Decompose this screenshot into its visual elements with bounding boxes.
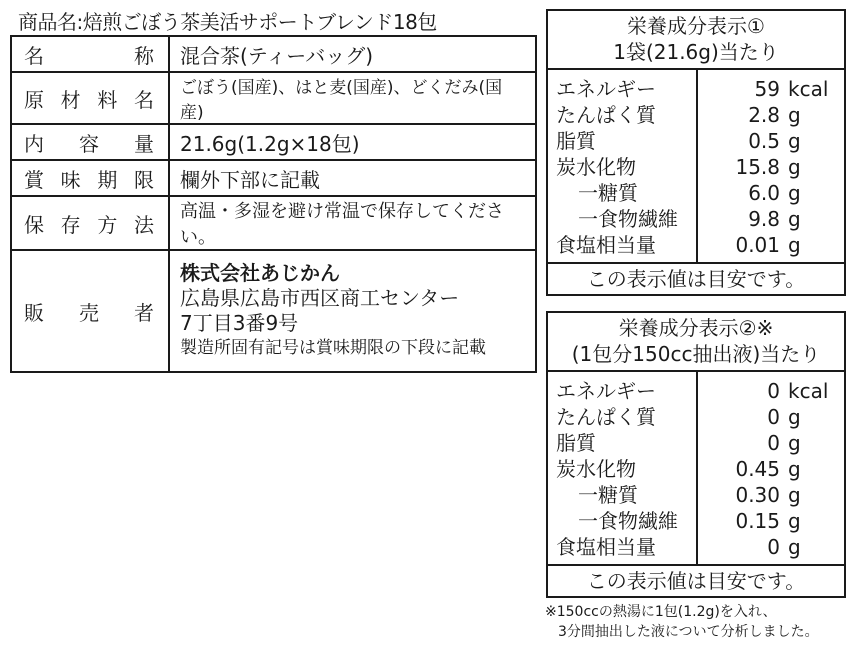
spec-row-contents [11,124,536,160]
nutrient-amount: 2.8 [748,103,780,127]
nutrient-value-row [698,154,834,180]
nutrient-value-row [698,534,834,560]
nutrition-2-values [698,372,844,564]
nutrient-amount: 59 [754,77,780,101]
nutrition-1-footer: この表示値は目安です。 [586,267,806,291]
nutrient-label: エネルギー [556,379,656,403]
nutrient-label: 一糖質 [578,181,638,205]
nutrient-amount: 0 [767,431,780,455]
nutrient-label: 一糖質 [578,483,638,507]
nutrient-value-row [698,378,834,404]
spec-key-name: 名称 [11,36,169,72]
footnote-line-2: 3分間抽出した液について分析しました。 [558,624,819,640]
nutrient-value-row [698,456,834,482]
spec-row-best-before [11,160,536,196]
nutrient-amount: 0.15 [735,509,780,533]
nutrient-value-row [698,102,834,128]
nutrient-label: エネルギー [556,77,656,101]
nutrition-table-2 [546,311,846,598]
nutrient-unit: g [788,181,801,205]
spec-key-best-before: 賞味期限 [11,160,169,196]
nutrient-unit: g [788,509,801,533]
nutrient-unit: g [788,155,801,179]
nutrient-label: 食塩相当量 [556,535,656,559]
spec-value-name: 混合茶(ティーバッグ) [169,36,536,72]
spec-row-ingredients [11,72,536,124]
footnote-line-1: ※150ccの熱湯に1包(1.2g)を入れ、 [545,604,777,620]
nutrition-1-body [548,70,844,264]
nutrition-2-subtitle: (1包分150cc抽出液)当たり [571,342,821,366]
nutrition-1-labels [548,70,698,262]
nutrient-amount: 0.45 [735,457,780,481]
nutrient-label: 炭水化物 [556,457,636,481]
nutrition-1-subtitle: 1袋(21.6g)当たり [613,40,779,64]
nutrition-2-body [548,372,844,566]
nutrition-1-title: 栄養成分表示① [627,14,765,38]
spec-value-ingredients: ごぼう(国産)、はと麦(国産)、どくだみ(国産) [169,72,536,124]
nutrition-1-header [548,11,844,70]
spec-key-storage: 保存方法 [11,196,169,250]
nutrient-label: 脂質 [556,431,596,455]
nutrient-label: たんぱく質 [556,103,656,127]
spec-value-contents: 21.6g(1.2g×18包) [169,124,536,160]
nutrient-unit: g [788,457,801,481]
spec-row-seller [11,250,536,372]
nutrient-amount: 0.30 [735,483,780,507]
footnote [545,602,819,642]
spec-value-seller [169,250,536,372]
nutrient-unit: g [788,431,801,455]
nutrition-2-title: 栄養成分表示②※ [618,316,774,340]
spec-key-contents: 内容量 [11,124,169,160]
nutrient-label: 一食物繊維 [578,509,678,533]
spec-row-storage [11,196,536,250]
nutrient-amount: 0 [767,405,780,429]
nutrient-unit: g [788,129,801,153]
nutrient-value-row [698,232,834,258]
nutrient-value-row [698,482,834,508]
nutrient-label: 食塩相当量 [556,233,656,257]
nutrient-amount: 0 [767,379,780,403]
spec-value-storage: 高温・多湿を避け常温で保存してください。 [169,196,536,250]
nutrient-label: たんぱく質 [556,405,656,429]
nutrient-value-row [698,76,834,102]
nutrient-value-row [698,206,834,232]
seller-company: 株式会社あじかん [180,261,340,285]
nutrient-unit: g [788,483,801,507]
nutrient-unit: g [788,207,801,231]
nutrition-table-1 [546,9,846,296]
seller-note: 製造所固有記号は賞味期限の下段に記載 [180,338,486,358]
nutrient-amount: 6.0 [748,181,780,205]
nutrition-2-labels [548,372,698,564]
nutrient-amount: 9.8 [748,207,780,231]
nutrient-unit: g [788,405,801,429]
nutrient-unit: g [788,103,801,127]
nutrition-2-header [548,313,844,372]
nutrient-label: 炭水化物 [556,155,636,179]
product-spec-table [10,35,537,373]
nutrient-value-row [698,430,834,456]
seller-address-2: 7丁目3番9号 [180,311,299,335]
nutrient-amount: 0.5 [748,129,780,153]
nutrient-value-row [698,508,834,534]
nutrient-amount: 0.01 [735,233,780,257]
nutrient-unit: kcal [788,77,829,101]
spec-value-best-before: 欄外下部に記載 [169,160,536,196]
nutrient-value-row [698,404,834,430]
spec-key-seller: 販売者 [11,250,169,372]
product-title: 商品名:焙煎ごぼう茶美活サポートブレンド18包 [18,10,437,34]
nutrient-label: 一食物繊維 [578,207,678,231]
spec-row-name [11,36,536,72]
nutrient-amount: 0 [767,535,780,559]
nutrient-label: 脂質 [556,129,596,153]
nutrient-value-row [698,128,834,154]
seller-address-1: 広島県広島市西区商工センター [180,286,460,310]
nutrient-unit: kcal [788,379,829,403]
nutrition-2-footer: この表示値は目安です。 [586,569,806,593]
spec-key-ingredients: 原材料名 [11,72,169,124]
nutrient-value-row [698,180,834,206]
nutrition-1-values [698,70,844,262]
nutrient-amount: 15.8 [735,155,780,179]
nutrient-unit: g [788,535,801,559]
nutrient-unit: g [788,233,801,257]
